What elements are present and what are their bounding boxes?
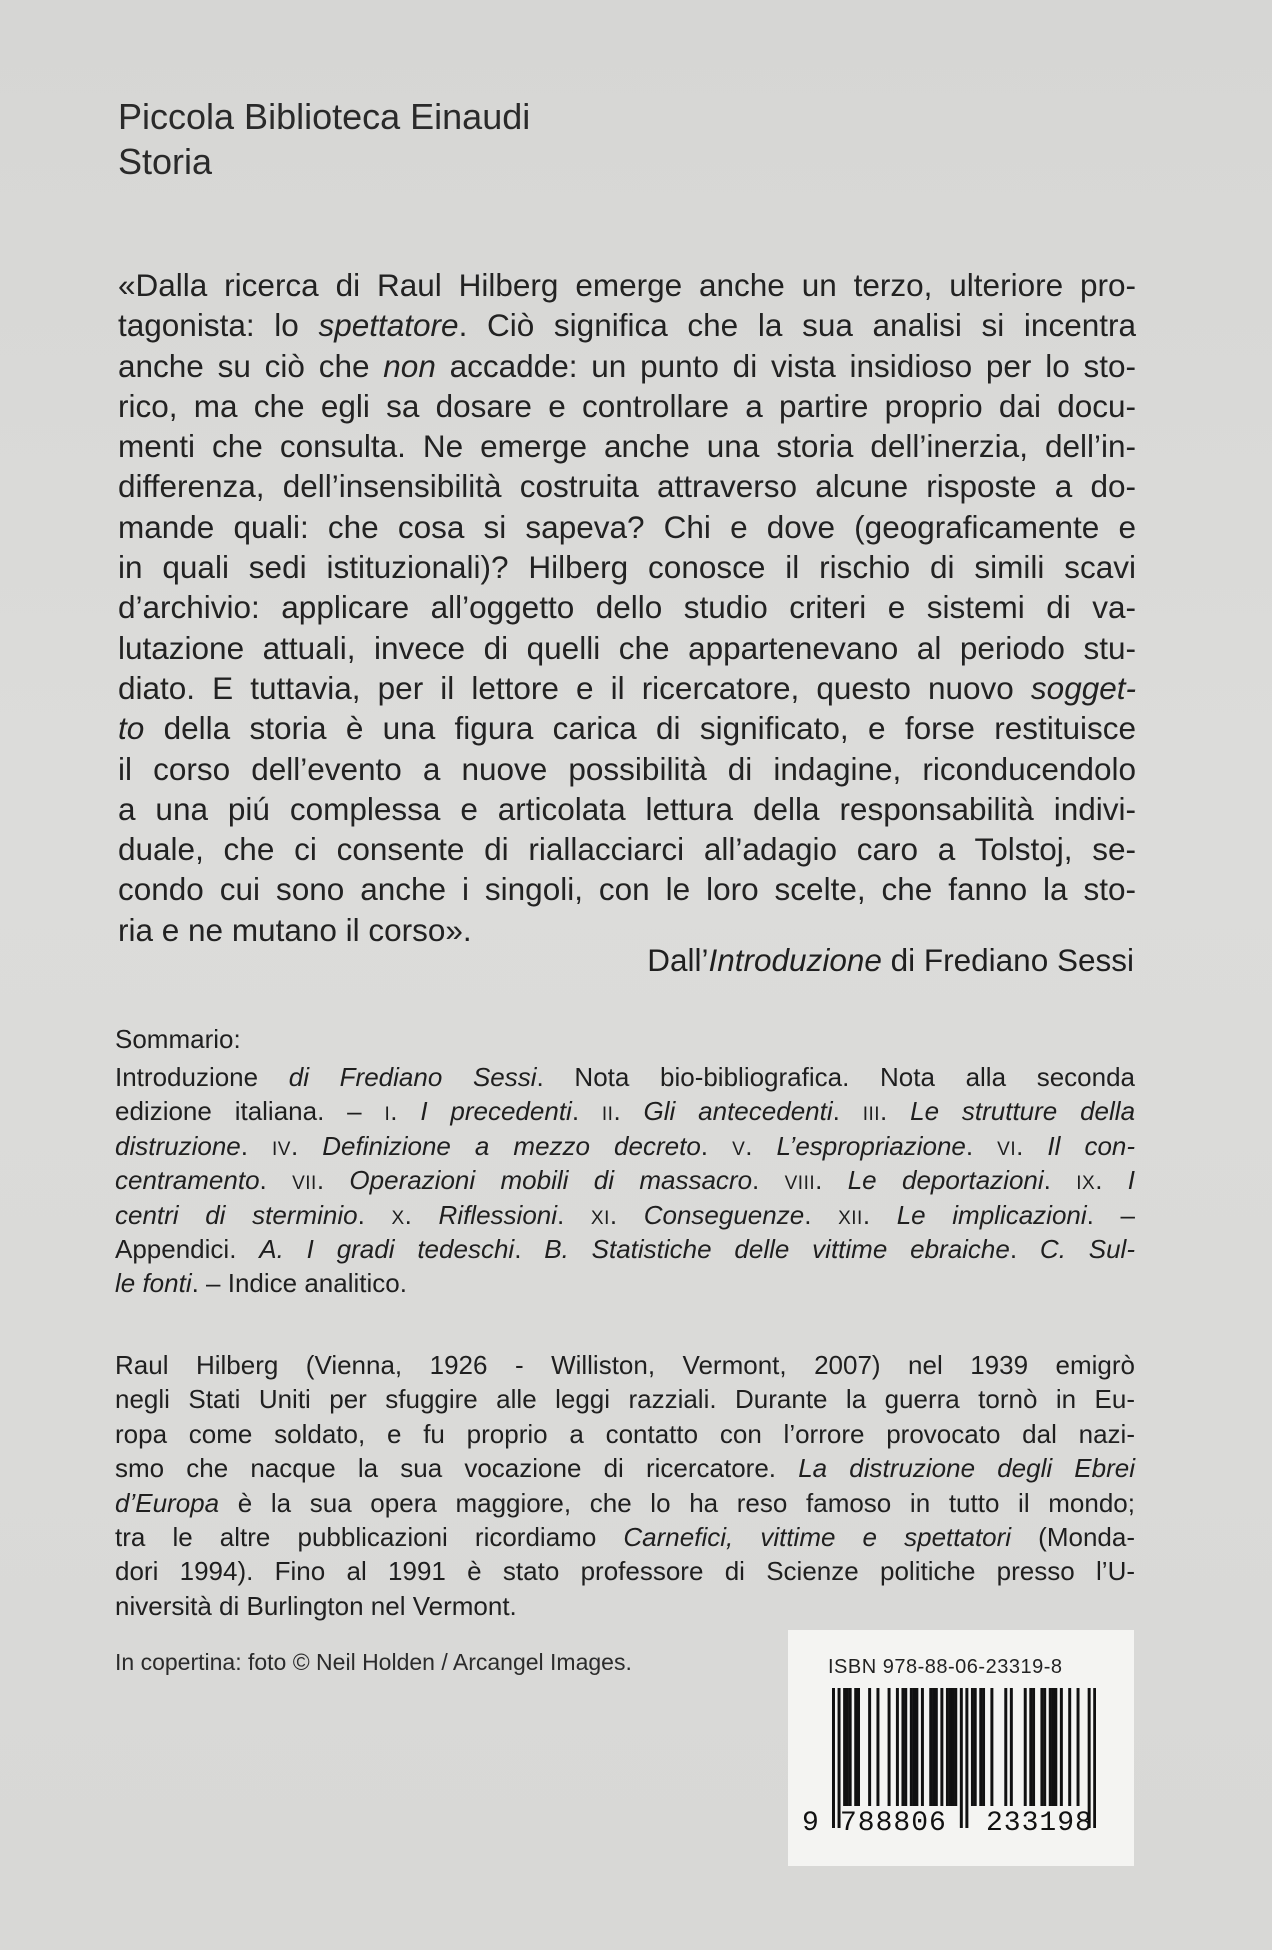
text-line: mande quali: che cosa si sapeva? Chi e dove (geograficamente e: [118, 508, 1136, 545]
barcode-bar: [913, 1688, 916, 1806]
text-line: smo che nacque la sua vocazione di ricercatore. La distruzione degli Ebrei: [115, 1453, 1135, 1484]
series-subject: Storia: [118, 141, 213, 182]
text-line: Raul Hilberg (Vienna, 1926 - Williston, Vermont, 2007) nel 1939 emigrò: [115, 1350, 1135, 1380]
italic-text: sogget-: [1030, 669, 1136, 706]
barcode-bar: [990, 1688, 993, 1806]
barcode-bar: [1093, 1688, 1096, 1828]
text-line: lutazione attuali, invece di quelli che appartenevano al periodo stu-: [118, 629, 1136, 666]
barcode-bar: [854, 1688, 857, 1806]
blurb-quote: [118, 265, 1136, 950]
italic-text: centri di sterminio: [115, 1199, 358, 1230]
table-of-contents: [115, 1060, 1135, 1301]
italic-text: Operazioni mobili di massacro: [349, 1165, 753, 1196]
barcode-bar: [951, 1688, 954, 1806]
italic-text: Definizione a mezzo decreto: [322, 1130, 701, 1161]
barcode-bar: [838, 1688, 841, 1828]
barcode-bar: [932, 1688, 935, 1806]
barcode-bar: [910, 1688, 913, 1806]
isbn-label: ISBN 978-88-06-23319-8: [828, 1656, 1063, 1678]
italic-text: L’espropriazione: [776, 1130, 966, 1161]
chapter-numeral: IX: [1076, 1173, 1096, 1195]
barcode-bar: [1043, 1688, 1046, 1806]
quote-attribution: Dall’Introduzione di Frediano Sessi: [647, 942, 1134, 978]
barcode-digit-group-2: 233198: [986, 1808, 1093, 1839]
text-line: ropa come soldato, e fu proprio a contatto con l’orrore provocato dal nazi-: [115, 1418, 1135, 1449]
text-line: edizione italiana. – I. I precedenti. II. Gli antecedenti. III. Le strutture della: [115, 1096, 1136, 1127]
barcode-bar: [982, 1688, 985, 1806]
barcode-bar: [1077, 1688, 1080, 1806]
text-line: il corso dell’evento a nuove possibilità di indagine, riconducendolo: [118, 750, 1136, 787]
text-line: to della storia è una figura carica di significato, e forse restituisce: [118, 710, 1136, 747]
text-line: condo cui sono anche i singoli, con le loro scelte, che fanno la sto-: [118, 871, 1136, 908]
author-bio: [115, 1348, 1135, 1623]
italic-text: to: [118, 710, 145, 747]
text-line: ria e ne mutano il corso».: [118, 911, 472, 948]
barcode-bar: [1024, 1688, 1027, 1806]
text-line: menti che consulta. Ne emerge anche una storia dell’inerzia, dell’in-: [118, 428, 1136, 465]
barcode-bar: [1052, 1688, 1055, 1806]
text-line: duale, che ci consente di riallacciarci all’adagio caro a Tolstoj, se-: [118, 831, 1136, 868]
italic-text: le fonti: [115, 1268, 192, 1299]
chapter-numeral: I: [384, 1104, 391, 1126]
italic-text: Le deportazioni: [847, 1165, 1044, 1196]
series-heading: [118, 94, 530, 184]
barcode-bar: [901, 1688, 904, 1806]
barcode-bar: [1049, 1688, 1052, 1806]
chapter-numeral: XII: [838, 1207, 863, 1229]
chapter-numeral: VII: [292, 1173, 317, 1195]
barcode-bar: [832, 1688, 835, 1828]
barcode-bar: [921, 1688, 924, 1806]
text-line: d’Europa è la sua opera maggiore, che lo ha reso famoso in tutto il mondo;: [115, 1487, 1135, 1518]
chapter-numeral: VIII: [784, 1173, 816, 1195]
barcode-bar: [888, 1688, 891, 1806]
barcode-bar: [1032, 1688, 1035, 1806]
text-line: rico, ma che egli sa dosare e controllare a partire proprio dai docu-: [118, 387, 1136, 424]
barcode-bar: [1010, 1688, 1013, 1806]
italic-text: centramento: [115, 1165, 260, 1196]
italic-text: d’Europa: [115, 1487, 220, 1518]
chapter-numeral: XI: [590, 1207, 610, 1229]
barcode-bar: [929, 1688, 932, 1806]
italic-text: I: [1127, 1165, 1135, 1196]
barcode-bar: [1029, 1688, 1032, 1806]
text-line: anche su ciò che non accadde: un punto di vista insidioso per lo sto-: [118, 347, 1137, 384]
series-name: Piccola Biblioteca Einaudi: [118, 96, 531, 137]
barcode-bar: [949, 1688, 952, 1806]
barcode-bar: [979, 1688, 982, 1806]
chapter-numeral: II: [601, 1104, 614, 1126]
cover-credit: In copertina: foto © Neil Holden / Arcangel Images.: [115, 1649, 632, 1675]
text-line: «Dalla ricerca di Raul Hilberg emerge anche un terzo, ulteriore pro-: [118, 267, 1136, 303]
text-line: in quali sedi istituzionali)? Hilberg conosce il rischio di simili scavi: [118, 549, 1136, 586]
italic-text: Conseguenze: [643, 1199, 805, 1230]
barcode-bar: [971, 1688, 974, 1806]
italic-text: A. I gradi tedeschi: [259, 1233, 515, 1264]
barcode-bar: [954, 1688, 957, 1806]
barcode-bar: [843, 1688, 846, 1806]
text-line: Appendici. A. I gradi tedeschi. B. Statistiche delle vittime ebraiche. C. Sul-: [115, 1233, 1135, 1264]
barcode-bar: [935, 1688, 938, 1806]
text-line: differenza, dell’insensibilità costruita attraverso alcune risposte a do-: [118, 468, 1136, 505]
text-line: niversità di Burlington nel Vermont.: [115, 1590, 517, 1621]
barcode-bar: [965, 1688, 968, 1828]
italic-text: Introduzione: [708, 942, 882, 978]
italic-text: I precedenti: [420, 1096, 572, 1127]
barcode-bar: [946, 1688, 949, 1806]
summary-title: Sommario:: [115, 1024, 241, 1054]
barcode-bar: [1060, 1688, 1063, 1806]
barcode-bar: [857, 1688, 860, 1806]
italic-text: B. Statistiche delle vittime ebraiche: [544, 1233, 1010, 1264]
barcode-bar: [846, 1688, 849, 1806]
barcode-bar: [1088, 1688, 1091, 1828]
chapter-numeral: X: [391, 1207, 405, 1229]
text-line: Introduzione di Frediano Sessi. Nota bio-bibliografica. Nota alla seconda: [115, 1062, 1135, 1092]
text-line: centri di sterminio. X. Riflessioni. XI. Conseguenze. XII. Le implicazioni. –: [115, 1199, 1135, 1230]
italic-text: Riflessioni: [438, 1199, 558, 1230]
barcode-bar: [849, 1688, 852, 1806]
text-line: negli Stati Uniti per sfuggire alle leggi razziali. Durante la guerra tornò in Eu-: [115, 1384, 1135, 1415]
barcode-image: [832, 1688, 1096, 1828]
italic-text: spettatore: [318, 307, 459, 344]
italic-text: distruzione: [115, 1130, 241, 1161]
barcode-bar: [1004, 1688, 1007, 1806]
italic-text: C. Sul-: [1039, 1233, 1135, 1264]
italic-text: Gli antecedenti: [643, 1096, 833, 1127]
text-line: diato. E tuttavia, per il lettore e il ricercatore, questo nuovo sogget-: [118, 669, 1136, 706]
barcode-bar: [904, 1688, 907, 1806]
text-line: a una piú complessa e articolata lettura della responsabilità indivi-: [118, 790, 1136, 827]
text-line: centramento. VII. Operazioni mobili di massacro. VIII. Le deportazioni. IX. I: [115, 1165, 1135, 1196]
italic-text: La distruzione degli Ebrei: [798, 1453, 1135, 1484]
text-line: d’archivio: applicare all’oggetto dello studio criteri e sistemi di va-: [118, 589, 1136, 626]
italic-text: Le strutture della: [910, 1096, 1136, 1127]
barcode-digit-group-1: 788806: [840, 1808, 947, 1839]
barcode-bar: [1054, 1688, 1057, 1806]
barcode-bar: [1068, 1688, 1071, 1806]
italic-text: di Frediano Sessi: [288, 1062, 537, 1092]
text-line: tra le altre pubblicazioni ricordiamo Carnefici, vittime e spettatori (Monda-: [115, 1521, 1136, 1552]
text-line: le fonti. – Indice analitico.: [115, 1268, 407, 1299]
barcode-bar: [960, 1688, 963, 1828]
barcode-digit-first: 9: [802, 1808, 819, 1839]
chapter-numeral: V: [732, 1138, 746, 1160]
barcode-bar: [896, 1688, 899, 1806]
barcode-bar: [974, 1688, 977, 1806]
italic-text: Il con-: [1047, 1130, 1136, 1161]
barcode-panel: [788, 1630, 1134, 1866]
italic-text: Carnefici, vittime e spettatori: [623, 1521, 1012, 1552]
italic-text: Le implicazioni: [896, 1199, 1087, 1230]
chapter-numeral: III: [862, 1104, 881, 1126]
chapter-numeral: IV: [272, 1138, 291, 1160]
chapter-numeral: VI: [997, 1138, 1017, 1160]
barcode-bar: [940, 1688, 943, 1806]
barcode-bar: [915, 1688, 918, 1806]
italic-text: non: [383, 347, 436, 384]
barcode-bar: [876, 1688, 879, 1806]
text-line: distruzione. IV. Definizione a mezzo decreto. V. L’espropriazione. VI. Il con-: [115, 1130, 1136, 1161]
text-line: tagonista: lo spettatore. Ciò significa che la sua analisi si incentra: [118, 307, 1136, 344]
barcode-bar: [868, 1688, 871, 1806]
barcode-bar: [1040, 1688, 1043, 1806]
text-line: dori 1994). Fino al 1991 è stato professore di Scienze politiche presso l’U-: [115, 1556, 1135, 1587]
